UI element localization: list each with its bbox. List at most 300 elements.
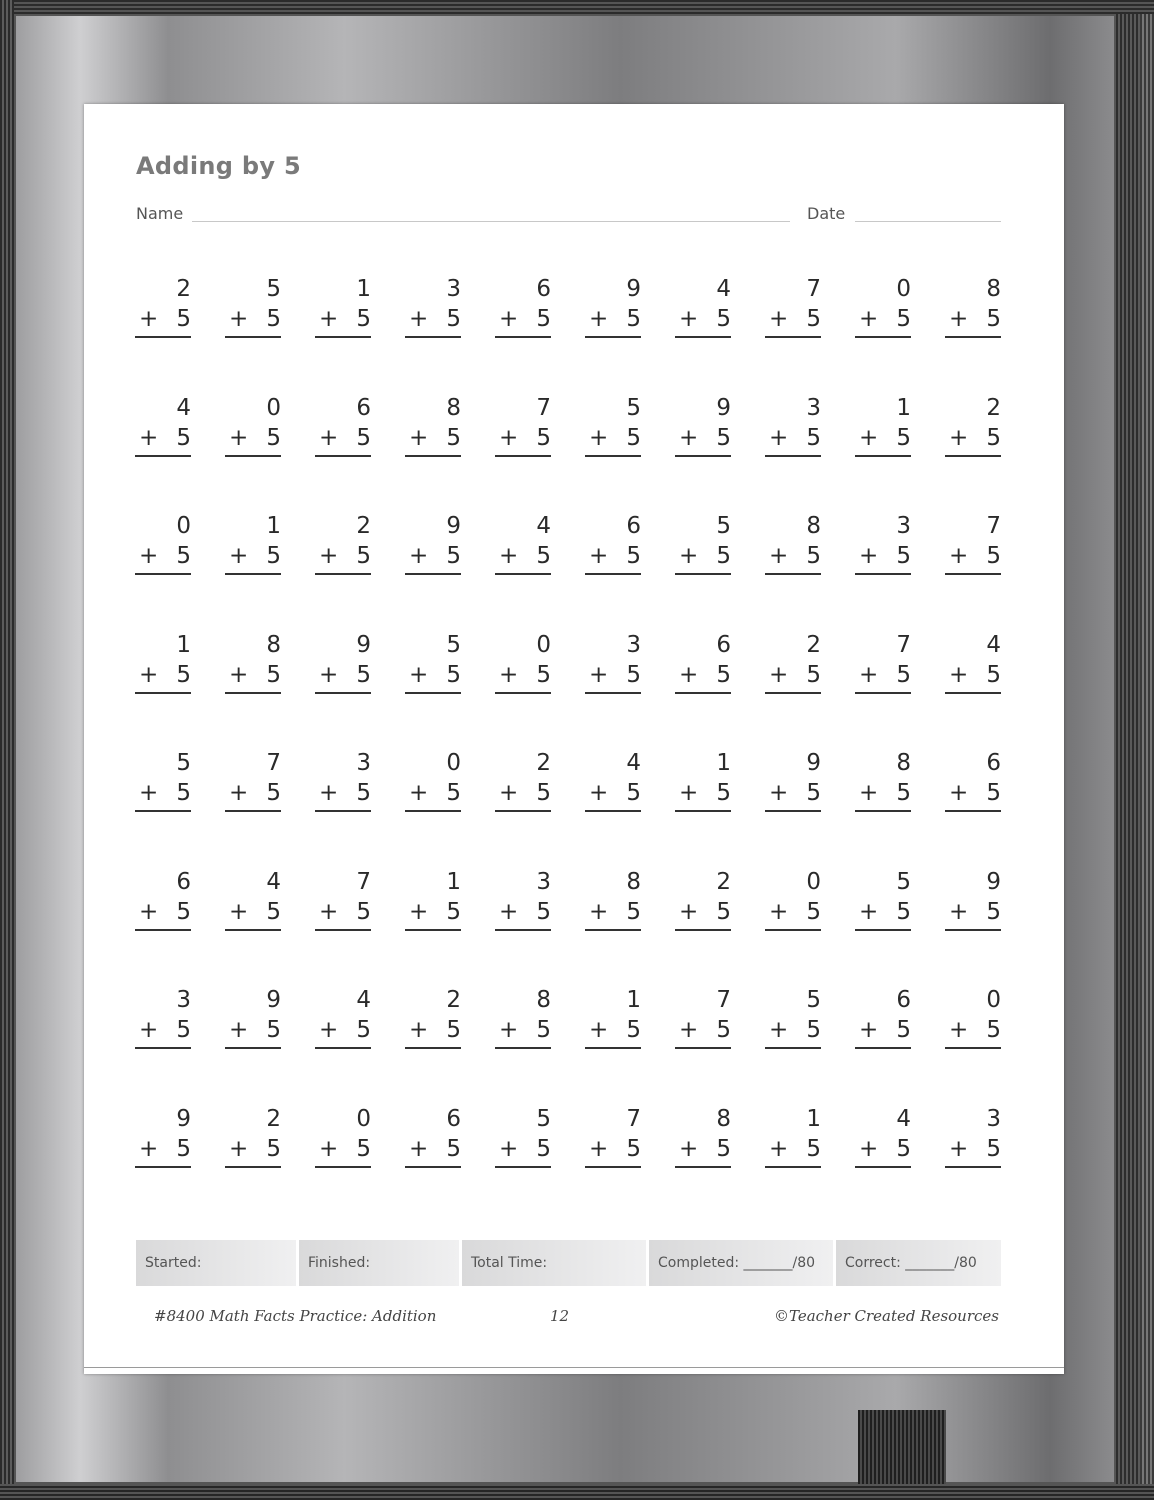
plus-sign: + [589,543,609,569]
problem-card [225,274,281,344]
answer-line[interactable] [675,1166,731,1168]
answer-line[interactable] [945,1047,1001,1049]
problem-bottom-line [225,1015,281,1045]
problem-addend: 5 [896,898,911,925]
answer-line[interactable] [675,455,731,457]
problem-bottom-line [495,423,551,453]
problem-addend: 5 [446,1017,461,1043]
problem-card [135,867,191,937]
answer-line[interactable] [405,929,461,931]
plus-sign: + [499,306,519,332]
date-label: Date [807,204,846,223]
problem-bottom-line [675,304,731,334]
answer-line[interactable] [945,1166,1001,1168]
problem-bottom-line [855,304,911,334]
correct-field[interactable]: Correct: _______/80 [836,1240,1001,1286]
frame-top-edge [0,0,1154,14]
answer-line[interactable] [855,929,911,931]
answer-line[interactable] [315,1166,371,1168]
answer-line[interactable] [315,810,371,812]
answer-line[interactable] [765,810,821,812]
plus-sign: + [859,898,879,925]
problem-top-number: 7 [266,750,281,776]
answer-line[interactable] [225,455,281,457]
answer-line[interactable] [495,1166,551,1168]
problem-card [945,867,1001,937]
problem-card [135,274,191,344]
problem-top-number: 7 [356,868,371,895]
page-number: 12 [550,1307,570,1325]
problem-addend: 5 [176,780,191,806]
answer-line[interactable] [585,1047,641,1049]
problem-bottom-line [675,541,731,571]
plus-sign: + [139,424,159,451]
problem-addend: 5 [986,661,1001,688]
problem-addend: 5 [626,1135,641,1162]
answer-line[interactable] [675,692,731,694]
problem-bottom-line [315,660,371,690]
answer-line[interactable] [945,810,1001,812]
answer-line[interactable] [135,573,191,575]
problem-bottom-line [495,304,551,334]
answer-line[interactable] [405,810,461,812]
problem-top-number: 8 [266,631,281,658]
problem-card [495,867,551,937]
plus-sign: + [769,1135,789,1162]
problem-top-number: 8 [446,394,461,421]
problem-bottom-line [495,541,551,571]
problem-top-number: 6 [446,1105,461,1132]
completed-field[interactable]: Completed: _______/80 [649,1240,833,1286]
problem-card [405,748,461,818]
answer-line[interactable] [765,1166,821,1168]
problem-card [405,985,461,1055]
problem-bottom-line [225,423,281,453]
problem-card [135,985,191,1055]
problem-bottom-line [495,1015,551,1045]
problem-bottom-line [855,423,911,453]
problem-bottom-line [405,660,461,690]
answer-line[interactable] [135,929,191,931]
problem-addend: 5 [356,1135,371,1162]
plus-sign: + [499,780,519,806]
answer-line[interactable] [585,810,641,812]
answer-line[interactable] [585,692,641,694]
problem-addend: 5 [716,1135,731,1162]
plus-sign: + [859,661,879,688]
problem-bottom-line [855,1015,911,1045]
problem-card [765,985,821,1055]
problem-card [315,867,371,937]
answer-line[interactable] [225,573,281,575]
problem-addend: 5 [896,661,911,688]
frame-left-edge [0,0,14,1500]
problem-card [765,393,821,463]
plus-sign: + [229,424,249,451]
problem-card [855,630,911,700]
answer-line[interactable] [585,929,641,931]
plus-sign: + [859,424,879,451]
answer-line[interactable] [135,455,191,457]
plus-sign: + [589,780,609,806]
problem-addend: 5 [806,1135,821,1162]
problem-top-number: 8 [536,987,551,1013]
answer-line[interactable] [495,336,551,338]
plus-sign: + [319,424,339,451]
problem-card [585,985,641,1055]
answer-line[interactable] [135,1047,191,1049]
problem-bottom-line [585,1134,641,1164]
problem-top-number: 9 [266,987,281,1013]
answer-line[interactable] [765,929,821,931]
problem-card [675,1104,731,1174]
problem-bottom-line [945,423,1001,453]
problem-addend: 5 [806,661,821,688]
problem-bottom-line [135,423,191,453]
answer-line[interactable] [765,692,821,694]
answer-line[interactable] [945,573,1001,575]
problem-bottom-line [585,778,641,808]
problem-bottom-line [585,660,641,690]
answer-line[interactable] [225,810,281,812]
problem-addend: 5 [536,1135,551,1162]
answer-line[interactable] [495,692,551,694]
problem-card [675,985,731,1055]
problem-bottom-line [495,778,551,808]
answer-line[interactable] [135,692,191,694]
problem-card [675,274,731,344]
problem-addend: 5 [266,543,281,569]
problem-card [405,274,461,344]
answer-line[interactable] [135,810,191,812]
problem-bottom-line [405,1134,461,1164]
answer-line[interactable] [135,336,191,338]
answer-line[interactable] [405,455,461,457]
answer-line[interactable] [225,929,281,931]
problem-top-number: 8 [626,868,641,895]
problem-addend: 5 [986,780,1001,806]
problem-card [945,985,1001,1055]
problem-top-number: 3 [626,631,641,658]
plus-sign: + [229,780,249,806]
answer-line[interactable] [315,336,371,338]
answer-line[interactable] [675,810,731,812]
problem-addend: 5 [806,898,821,925]
problem-bottom-line [855,897,911,927]
page-bottom-divider [84,1367,1064,1368]
problem-top-number: 3 [806,394,821,421]
problem-card [585,393,641,463]
problem-card [225,748,281,818]
problem-addend: 5 [986,898,1001,925]
plus-sign: + [769,661,789,688]
problem-top-number: 9 [176,1105,191,1132]
problem-top-number: 6 [626,513,641,539]
answer-line[interactable] [495,810,551,812]
problem-top-number: 2 [446,987,461,1013]
answer-line[interactable] [855,810,911,812]
problem-card [135,1104,191,1174]
problem-top-number: 7 [896,631,911,658]
plus-sign: + [679,1135,699,1162]
problem-card [585,511,641,581]
plus-sign: + [769,1017,789,1043]
problem-addend: 5 [896,543,911,569]
problem-top-number: 2 [806,631,821,658]
answer-line[interactable] [405,692,461,694]
problem-addend: 5 [446,1135,461,1162]
problem-bottom-line [225,660,281,690]
name-field[interactable] [192,221,790,222]
problem-addend: 5 [896,1017,911,1043]
problem-top-number: 0 [986,987,1001,1013]
answer-line[interactable] [855,692,911,694]
problem-bottom-line [225,778,281,808]
problem-bottom-line [405,897,461,927]
plus-sign: + [409,898,429,925]
problem-card [495,274,551,344]
answer-line[interactable] [405,336,461,338]
answer-line[interactable] [765,1047,821,1049]
answer-line[interactable] [765,336,821,338]
problem-card [315,630,371,700]
problem-bottom-line [315,541,371,571]
answer-line[interactable] [945,455,1001,457]
problem-addend: 5 [716,424,731,451]
answer-line[interactable] [855,1166,911,1168]
answer-line[interactable] [495,455,551,457]
answer-line[interactable] [945,929,1001,931]
problem-addend: 5 [806,780,821,806]
problem-card [405,393,461,463]
answer-line[interactable] [765,573,821,575]
problem-addend: 5 [986,424,1001,451]
plus-sign: + [499,543,519,569]
plus-sign: + [229,1017,249,1043]
problem-card [315,748,371,818]
answer-line[interactable] [945,692,1001,694]
answer-line[interactable] [855,336,911,338]
plus-sign: + [229,1135,249,1162]
total-time-field[interactable]: Total Time: [462,1240,646,1286]
problem-bottom-line [765,1015,821,1045]
problem-top-number: 4 [176,394,191,421]
date-field[interactable] [855,221,1001,222]
answer-line[interactable] [495,929,551,931]
problem-addend: 5 [446,898,461,925]
problem-addend: 5 [176,306,191,332]
started-field[interactable]: Started: [136,1240,296,1286]
answer-line[interactable] [315,455,371,457]
plus-sign: + [229,306,249,332]
problem-card [405,630,461,700]
problem-top-number: 9 [626,276,641,302]
problem-bottom-line [135,1134,191,1164]
plus-sign: + [409,780,429,806]
problem-top-number: 5 [896,868,911,895]
plus-sign: + [139,898,159,925]
book-credit: #8400 Math Facts Practice: Addition [154,1307,437,1325]
answer-line[interactable] [495,1047,551,1049]
plus-sign: + [409,661,429,688]
problem-bottom-line [225,897,281,927]
problem-addend: 5 [356,898,371,925]
problem-bottom-line [765,660,821,690]
problem-addend: 5 [446,780,461,806]
answer-line[interactable] [405,573,461,575]
problem-bottom-line [585,423,641,453]
plus-sign: + [949,1017,969,1043]
problem-bottom-line [765,897,821,927]
problem-bottom-line [675,1015,731,1045]
answer-line[interactable] [675,573,731,575]
problem-bottom-line [135,1015,191,1045]
problem-addend: 5 [446,306,461,332]
answer-line[interactable] [315,573,371,575]
problem-card [765,1104,821,1174]
problem-bottom-line [495,660,551,690]
problem-bottom-line [135,541,191,571]
problem-card [135,393,191,463]
frame-right-edge [1116,14,1140,1484]
problem-card [225,630,281,700]
problem-card [945,393,1001,463]
answer-line[interactable] [675,929,731,931]
problem-addend: 5 [536,306,551,332]
problem-card [585,748,641,818]
problem-top-number: 8 [986,276,1001,302]
plus-sign: + [319,306,339,332]
answer-line[interactable] [495,573,551,575]
problem-card [855,985,911,1055]
problem-bottom-line [945,541,1001,571]
answer-line[interactable] [585,455,641,457]
worksheet-title: Adding by 5 [136,152,301,180]
problem-card [495,985,551,1055]
problem-bottom-line [315,778,371,808]
problem-top-number: 6 [536,276,551,302]
problem-top-number: 0 [356,1105,371,1132]
problem-addend: 5 [536,661,551,688]
answer-line[interactable] [405,1166,461,1168]
problem-bottom-line [765,304,821,334]
answer-line[interactable] [855,573,911,575]
problem-top-number: 9 [446,513,461,539]
plus-sign: + [859,1017,879,1043]
plus-sign: + [319,1017,339,1043]
answer-line[interactable] [585,1166,641,1168]
finished-field[interactable]: Finished: [299,1240,459,1286]
problem-top-number: 5 [716,513,731,539]
problem-card [225,985,281,1055]
name-label: Name [136,204,184,223]
answer-line[interactable] [405,1047,461,1049]
problem-bottom-line [945,897,1001,927]
problem-card [765,511,821,581]
problem-card [405,511,461,581]
problem-bottom-line [585,304,641,334]
problem-top-number: 3 [536,868,551,895]
problem-card [225,867,281,937]
problem-top-number: 1 [446,868,461,895]
answer-line[interactable] [855,1047,911,1049]
problem-top-number: 2 [986,394,1001,421]
problem-top-number: 2 [356,513,371,539]
problem-top-number: 8 [806,513,821,539]
plus-sign: + [319,543,339,569]
plus-sign: + [589,898,609,925]
plus-sign: + [139,306,159,332]
answer-line[interactable] [225,336,281,338]
problem-addend: 5 [986,543,1001,569]
plus-sign: + [949,306,969,332]
answer-line[interactable] [675,336,731,338]
problem-top-number: 4 [626,750,641,776]
problem-bottom-line [945,1015,1001,1045]
answer-line[interactable] [585,336,641,338]
frame-bottom-edge [0,1484,1154,1500]
problem-bottom-line [135,304,191,334]
problem-top-number: 0 [176,513,191,539]
answer-line[interactable] [225,1047,281,1049]
plus-sign: + [499,1135,519,1162]
problem-addend: 5 [716,780,731,806]
answer-line[interactable] [135,1166,191,1168]
problem-top-number: 0 [536,631,551,658]
plus-sign: + [499,661,519,688]
plus-sign: + [499,1017,519,1043]
problem-addend: 5 [356,424,371,451]
problem-addend: 5 [806,1017,821,1043]
answer-line[interactable] [945,336,1001,338]
problem-bottom-line [675,423,731,453]
plus-sign: + [589,661,609,688]
answer-line[interactable] [225,1166,281,1168]
problem-top-number: 1 [626,987,641,1013]
answer-line[interactable] [675,1047,731,1049]
answer-line[interactable] [315,692,371,694]
answer-line[interactable] [225,692,281,694]
problem-top-number: 0 [806,868,821,895]
problem-card [945,1104,1001,1174]
problem-addend: 5 [176,661,191,688]
problem-addend: 5 [266,424,281,451]
problem-top-number: 5 [176,750,191,776]
problem-card [495,511,551,581]
answer-line[interactable] [585,573,641,575]
answer-line[interactable] [855,455,911,457]
problem-bottom-line [945,660,1001,690]
publisher-credit: ©Teacher Created Resources [774,1307,999,1325]
problem-bottom-line [315,304,371,334]
problem-bottom-line [675,778,731,808]
problem-top-number: 2 [266,1105,281,1132]
problem-bottom-line [495,1134,551,1164]
plus-sign: + [139,1135,159,1162]
answer-line[interactable] [315,1047,371,1049]
answer-line[interactable] [765,455,821,457]
answer-line[interactable] [315,929,371,931]
problem-card [675,867,731,937]
problem-bottom-line [945,1134,1001,1164]
problem-card [855,511,911,581]
problem-addend: 5 [626,661,641,688]
problem-addend: 5 [626,1017,641,1043]
problem-bottom-line [315,423,371,453]
problem-bottom-line [675,897,731,927]
problem-addend: 5 [536,898,551,925]
problem-card [495,748,551,818]
